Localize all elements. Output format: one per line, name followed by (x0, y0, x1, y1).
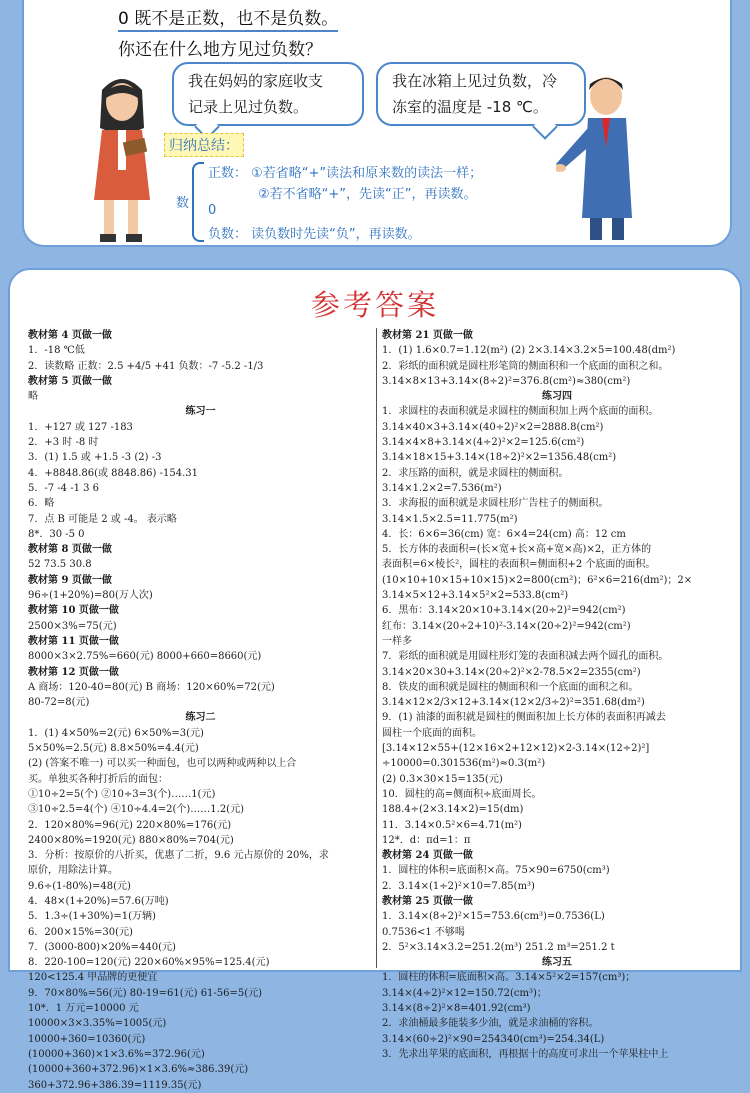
exercise-heading: 练习五 (542, 957, 572, 969)
answer-line: 0.7536<1 不够喝 (382, 926, 465, 938)
answer-line: 2．彩纸的面积就是圆柱形笔筒的侧面积和一个底面的面积之和。 (382, 360, 669, 372)
answer-line: 红布：3.14×(20÷2+10)²-3.14×(20÷2)²=942(cm²) (382, 620, 631, 632)
answer-line: 4．+8848.86(或 8848.86) -154.31 (28, 467, 198, 479)
answer-line: 52 73.5 30.8 (28, 559, 92, 571)
bubble-left-line-1: 我在妈妈的家庭收支 (188, 72, 324, 90)
section-heading: 教材第 11 页做一做 (28, 635, 119, 647)
answer-line: 3．先求出苹果的底面积，再根据十的高度可求出一个苹果柱中上 (382, 1048, 669, 1060)
answer-line: 2．求油桶最多能装多少油，就是求油桶的容积。 (382, 1018, 599, 1030)
answer-line: (10000+360)×1×3.6%=372.96(元) (28, 1048, 205, 1060)
answer-line: 7．彩纸的面积就是用圆柱形灯笼的表面积减去两个圆孔的面积。 (382, 651, 669, 663)
answer-line: 略 (28, 391, 38, 403)
answer-line: 3.14×20×30+3.14×(20÷2)²×2-78.5×2=2355(cm²) (382, 666, 641, 678)
rule-positive-2: ②若不省略“+”，先读“正”，再读数。 (258, 187, 477, 202)
answer-line: 7．点 B 可能是 2 或 -4。 表示略 (28, 513, 177, 525)
answer-line: 96÷(1+20%)=80(万人次) (28, 590, 153, 602)
answer-line: 5×50%=2.5(元) 8.8×50%=4.4(元) (28, 743, 199, 755)
rule-positive-1: 正数： ①若省略“+”读法和原来数的读法一样； (208, 166, 483, 181)
section-heading: 教材第 24 页做一做 (382, 850, 473, 862)
answer-line: 2．+3 时 -8 时 (28, 437, 99, 449)
answer-line: 1．圆柱的体积=底面积×高。3.14×5²×2=157(cm³)； (382, 972, 636, 984)
answer-line: (10×10+10×15+10×15)×2=800(cm²)；6²×6=216(dm²)；2× (382, 574, 693, 586)
answer-line: 1．+127 或 127 -183 (28, 421, 133, 433)
answer-line: [3.14×12×55+(12×16×2+12×12)×2-3.14×(12÷2)²] (382, 743, 650, 755)
answer-line: 3.14×1.2×2=7.536(m²) (382, 482, 502, 494)
answer-line: 10000+360=10360(元) (28, 1033, 146, 1045)
answer-line: ③10÷2.5=4(个) ④10÷4.4=2(个)……1.2(元) (28, 804, 244, 816)
answer-line: 2．3.14×(1÷2)²×10=7.85(m³) (382, 880, 535, 892)
answer-line: 1．(1) 1.6×0.7=1.12(m²) (2) 2×3.14×3.2×5=100.48(dm²) (382, 345, 676, 357)
answer-line: 6．200×15%=30(元) (28, 926, 133, 938)
answer-line: 5．长方体的表面积=(长×宽+长×高+宽×高)×2，正方体的 (382, 544, 652, 556)
answer-line: A 商场：120-40=80(元) B 商场：120×60%=72(元) (28, 681, 275, 693)
answers-left-column (28, 328, 373, 1093)
answer-line: 3.14×8×13+3.14×(8÷2)²=376.8(cm²)≈380(cm²) (382, 375, 631, 387)
answer-line: 10．圆柱的高=侧面积÷底面周长。 (382, 788, 542, 800)
answer-line: 8．铁皮的面积就是圆柱的侧面积和一个底面的面积之和。 (382, 681, 639, 693)
rule-zero: 0 (208, 203, 217, 218)
section-heading: 教材第 8 页做一做 (28, 544, 112, 556)
answer-line: 2．5²×3.14×3.2=251.2(m³) 251.2 m³=251.2 t (382, 941, 615, 953)
answer-line: ÷10000=0.301536(m²)≈0.3(m²) (382, 758, 546, 770)
answer-line: (10000+360+372.96)×1×3.6%≈386.39(元) (28, 1064, 249, 1076)
answer-line: 8*．30 -5 0 (28, 528, 85, 540)
answer-line: 3.14×18×15+3.14×(18÷2)²×2=1356.48(cm²) (382, 452, 617, 464)
answer-line: 3.14×5×12+3.14×5²×2=533.8(cm²) (382, 590, 569, 602)
answer-line: 3.14×40×3+3.14×(40÷2)²×2=2888.8(cm²) (382, 421, 604, 433)
answer-line: 120<125.4 甲品牌的更便宜 (28, 972, 158, 984)
summary-title: 归纳总结： (164, 133, 244, 157)
answer-line: 10*．1 万元=10000 元 (28, 1003, 139, 1015)
summary-brace (192, 162, 204, 242)
exercise-heading: 练习二 (185, 712, 216, 724)
answer-line: 2400×80%=1920(元) 880×80%=704(元) (28, 834, 234, 846)
boy-illustration (556, 68, 646, 244)
answer-line: 6．黑布：3.14×20×10+3.14×(20÷2)²=942(cm²) (382, 605, 626, 617)
section-heading: 教材第 4 页做一做 (28, 330, 112, 341)
answer-line: 3．(1) 1.5 或 +1.5 -3 (2) -3 (28, 452, 162, 464)
answer-line: 5．1.3÷(1+30%)=1(万辆) (28, 911, 156, 923)
lesson-line-zero: 0 既不是正数，也不是负数。 (118, 4, 338, 32)
answer-line: 360+372.96+386.39=1119.35(元) (28, 1079, 202, 1091)
section-heading: 教材第 12 页做一做 (28, 666, 119, 678)
section-heading: 教材第 25 页做一做 (382, 895, 473, 907)
exercise-heading: 练习一 (185, 406, 216, 418)
answer-line: 3.14×(8÷2)²×8=401.92(cm³) (382, 1003, 531, 1015)
answer-line: 2．120×80%=96(元) 220×80%=176(元) (28, 819, 232, 831)
girl-speech-bubble (172, 62, 364, 126)
answer-line: 10000×3×3.35%=1005(元) (28, 1018, 167, 1030)
number-label: 数 (176, 196, 190, 211)
answer-line: 188.4÷(2×3.14×2)=15(dm) (382, 804, 524, 816)
answer-line: 表面积=6×棱长²，圆柱的表面积=侧面积+2 个底面的面积。 (382, 559, 656, 571)
answer-line: 9．(1) 油漆的面积就是圆柱的侧面积加上长方体的表面积再减去 (382, 712, 666, 724)
answer-line: 2．读数略 正数：2.5 +4/5 +41 负数：-7 -5.2 -1/3 (28, 360, 264, 372)
girl-illustration (88, 68, 156, 244)
answer-line: 11．3.14×0.5²×6=4.71(m²) (382, 819, 522, 831)
exercise-heading: 练习四 (542, 391, 572, 403)
answer-line: 9．70×80%=56(元) 80-19=61(元) 61-56=5(元) (28, 987, 263, 999)
answer-line: 圆柱一个底面的面积。 (382, 727, 482, 739)
answer-line: (2) (答案不唯一) 可以买一种面包，也可以两种或两种以上合 (28, 758, 297, 770)
answer-line: 3.14×(4÷2)²×12=150.72(cm³)； (382, 987, 547, 999)
answer-line: 7．(3000-800)×20%=440(元) (28, 941, 176, 953)
section-heading: 教材第 21 页做一做 (382, 330, 473, 341)
answer-line: 1．圆柱的体积=底面积×高。75×90=6750(cm³) (382, 865, 610, 877)
answer-line: 1．-18 ℃低 (28, 345, 85, 357)
answer-line: 3.14×12×2/3×12+3.14×(12×2/3÷2)²=351.68(dm²) (382, 697, 645, 709)
section-heading: 教材第 9 页做一做 (28, 574, 112, 586)
answer-line: 一样多 (382, 635, 412, 647)
answer-line: 1．求圆柱的表面积就是求圆柱的侧面积加上两个底面的面积。 (382, 406, 659, 418)
answer-line: ①10÷2=5(个) ②10÷3=3(个)……1(元) (28, 788, 216, 800)
answer-line: 4．长：6×6=36(cm) 宽：6×4=24(cm) 高：12 cm (382, 528, 626, 540)
lesson-line-question: 你还在什么地方见过负数？ (118, 40, 322, 60)
bubble-right-line-1: 我在冰箱上见过负数，冷 (392, 72, 558, 90)
answer-line: 买。单独买各种打折后的面包： (28, 773, 168, 785)
answer-line: 3.14×1.5×2.5=11.775(m²) (382, 513, 518, 525)
answer-line: 4．48×(1+20%)=57.6(万吨) (28, 895, 169, 907)
answer-line: (2) 0.3×30×15=135(元) (382, 773, 503, 785)
answer-line: 5．-7 -4 -1 3 6 (28, 482, 100, 494)
answer-line: 2．求压路的面积，就是求圆柱的侧面积。 (382, 467, 569, 479)
answer-line: 3.14×4×8+3.14×(4÷2)²×2=125.6(cm²) (382, 437, 585, 449)
answer-line: 3．求海报的面积就是求圆柱形广告柱子的侧面积。 (382, 498, 609, 510)
section-heading: 教材第 5 页做一做 (28, 375, 112, 387)
boy-speech-bubble (376, 62, 586, 126)
rule-negative: 负数： 读负数时先读“负”，再读数。 (208, 227, 421, 242)
answer-line: 8000×3×2.75%=660(元) 8000+660=8660(元) (28, 651, 262, 663)
answer-line: 8．220-100=120(元) 220×60%×95%=125.4(元) (28, 957, 270, 969)
answer-line: 1．3.14×(8÷2)²×15=753.6(cm³)=0.7536(L) (382, 911, 605, 923)
section-heading: 教材第 10 页做一做 (28, 605, 119, 617)
answers-right-column (382, 328, 732, 1062)
answer-line: 12*．d：πd=1：π (382, 834, 471, 846)
answer-line: 9.6÷(1-80%)=48(元) (28, 880, 131, 892)
answer-line: 2500×3%=75(元) (28, 620, 117, 632)
answer-line: 原价，用除法计算。 (28, 865, 118, 877)
answer-line: 1．(1) 4×50%=2(元) 6×50%=3(元) (28, 727, 204, 739)
answer-line: 3．分析：按原价的八折买，优惠了二折，9.6 元占原价的 20%，求 (28, 850, 329, 862)
answer-line: 3.14×(60÷2)²×90=254340(cm³)=254.34(L) (382, 1033, 605, 1045)
bubble-left-line-2: 记录上见过负数。 (188, 98, 309, 116)
column-divider (376, 328, 377, 968)
answers-title: 参考答案 (310, 288, 439, 322)
answer-line: 80-72=8(元) (28, 697, 90, 709)
bubble-right-line-2: 冻室的温度是 -18 ℃。 (392, 98, 548, 116)
answer-line: 6．略 (28, 498, 55, 510)
